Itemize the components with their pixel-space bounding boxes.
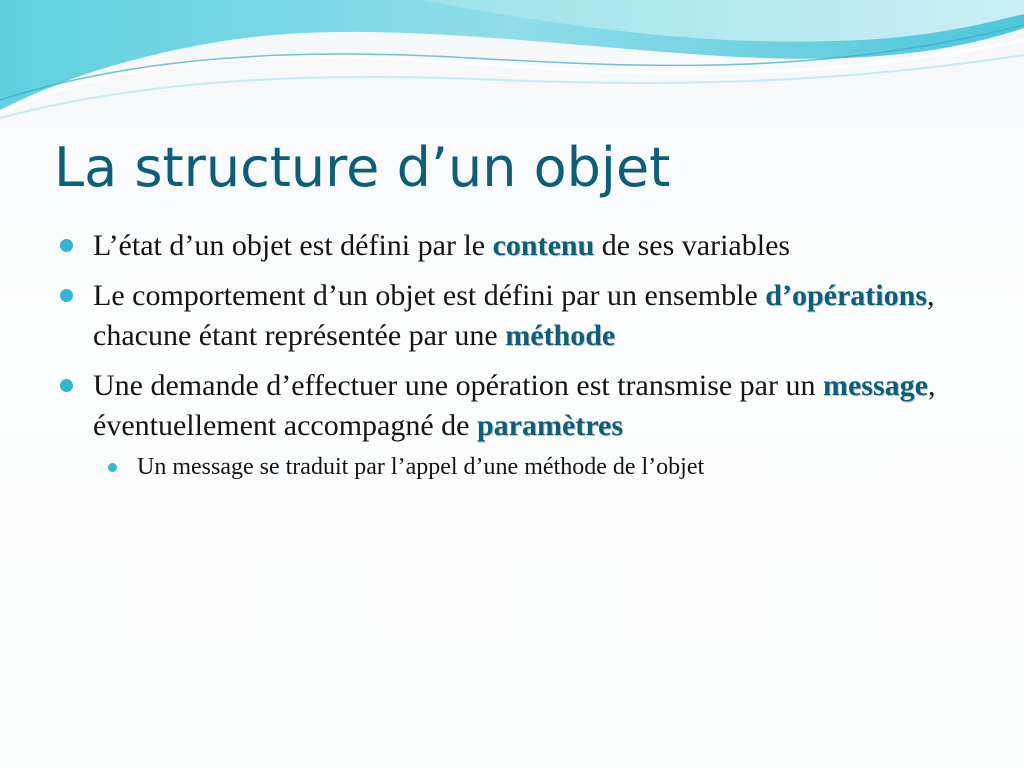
keyword-methode: méthode <box>505 319 616 352</box>
bullet-text: de ses variables <box>594 229 791 262</box>
bullet-text: L’état d’un objet est défini par le <box>93 229 493 262</box>
bullet-text: Le comportement d’un objet est défini par un ensemble <box>93 279 766 312</box>
keyword-message: message <box>823 369 928 402</box>
keyword-operations: d’opérations <box>765 279 927 312</box>
bullet-text: , chacune étant représentée par une <box>93 279 935 352</box>
bullet-behavior <box>60 276 960 356</box>
decorative-wave-header <box>0 0 1024 130</box>
bullet-message <box>60 366 960 484</box>
keyword-parametres: paramètres <box>476 409 624 442</box>
slide-title: La structure d’un objet <box>54 136 671 199</box>
bullet-text: , éventuellement accompagné de <box>93 369 936 442</box>
bullet-state <box>60 226 960 266</box>
keyword-contenu: contenu <box>492 229 595 262</box>
bullet-list <box>60 226 960 494</box>
sub-bullet-method-call: Un message se traduit par l’appel d’une méthode de l’objet <box>108 450 960 484</box>
sub-bullet-list <box>93 450 960 484</box>
bullet-text: Une demande d’effectuer une opération est transmise par un <box>93 369 823 402</box>
